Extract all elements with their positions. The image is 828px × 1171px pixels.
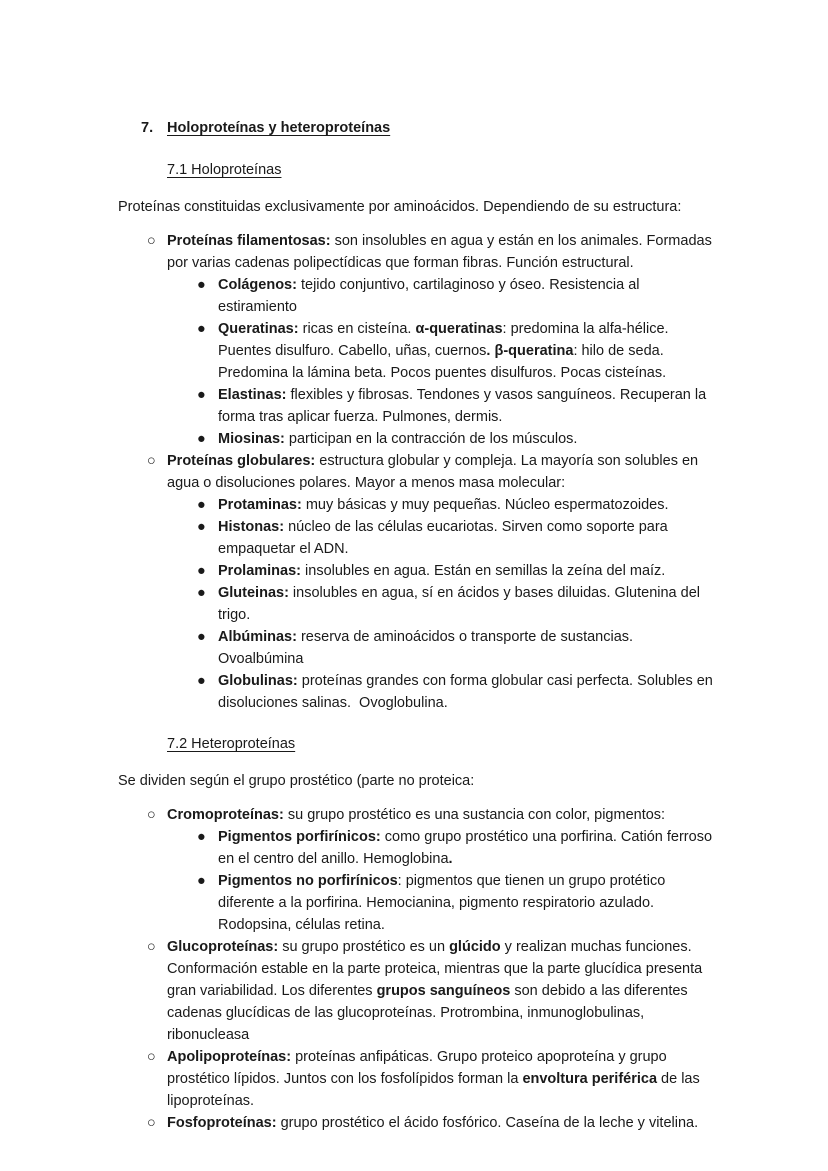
list-item-text: estructura globular y compleja. La mayoría son solubles en agua o disoluciones polares. Mayor a menos masa molecular:: [167, 453, 699, 491]
list-item-term: Gluteinas:: [218, 585, 289, 601]
list-item: [0, 582, 828, 626]
list-item-text: son insolubles en agua y están en los animales. Formadas por varias cadenas polipectídicas que forman fibras. Función estructural.: [167, 233, 712, 271]
list-item-term: Prolaminas:: [218, 563, 301, 579]
list-item-text: flexibles y fibrosas. Tendones y vasos sanguíneos. Recuperan la forma tras aplicar fuerza. Pulmones, dermis.: [218, 387, 707, 425]
disc-marker-icon: ●: [197, 321, 206, 337]
list-item-term: Miosinas:: [218, 431, 285, 447]
list-item-text: reserva de aminoácidos o transporte de sustancias. Ovoalbúmina: [218, 629, 634, 667]
intro-paragraph-heteroproteinas: Se dividen según el grupo prostético (parte no proteica:: [118, 773, 475, 789]
list-item-text-part2: y realizan muchas funciones. Conformación estable en la parte proteica, mientras que la parte glucídica presenta gran variabilidad. Los diferentes: [167, 939, 707, 999]
list-item: [0, 1046, 828, 1112]
disc-marker-icon: ●: [197, 277, 206, 293]
list-item-emphasis-grupos-sanguineos: grupos sanguíneos: [376, 983, 511, 999]
list-item: [0, 870, 828, 936]
list-item-term: Globulinas:: [218, 673, 298, 689]
list-item: [0, 274, 828, 318]
circle-marker-icon: ○: [147, 807, 156, 823]
circle-marker-icon: ○: [147, 233, 156, 249]
list-item: [0, 804, 828, 936]
list-item-text-part1: proteínas anfipáticas. Grupo proteico apoproteína y grupo prostético lípidos. Juntos con los fosfolípidos forman la: [167, 1049, 671, 1087]
list-item: [0, 428, 828, 450]
disc-marker-icon: ●: [197, 629, 206, 645]
list-item-text: pigmentos que tienen un grupo protético diferente a la porfirina. Hemocianina, pigmento respiratorio azulado. Rodopsina, células retina.: [218, 873, 666, 933]
list-item: [0, 494, 828, 516]
list-item-term: Pigmentos porfirínicos:: [218, 829, 381, 845]
proteinas-globulares-sublist: [0, 494, 828, 714]
intro-paragraph-holoproteinas: Proteínas constituidas exclusivamente por aminoácidos. Dependiendo de su estructura:: [118, 199, 682, 215]
disc-marker-icon: ●: [197, 387, 206, 403]
disc-marker-icon: ●: [197, 673, 206, 689]
disc-marker-icon: ●: [197, 563, 206, 579]
list-item-text: muy básicas y muy pequeñas. Núcleo espermatozoides.: [301, 497, 669, 513]
list-item-text-bold-tail: .: [448, 851, 453, 867]
list-item-term: Colágenos:: [218, 277, 297, 293]
list-item-text-part1: su grupo prostético es un: [278, 939, 450, 955]
list-item-term: Queratinas:: [218, 321, 299, 337]
list-item-term: Glucoproteínas:: [167, 939, 279, 955]
circle-marker-icon: ○: [147, 1049, 156, 1065]
list-item-text: grupo prostético el ácido fosfórico. Caseína de la leche y vitelina.: [276, 1115, 699, 1131]
disc-marker-icon: ●: [197, 873, 206, 889]
list-item-text: insolubles en agua, sí en ácidos y bases diluidas. Glutenina del trigo.: [218, 585, 701, 623]
list-item-text: tejido conjuntivo, cartilaginoso y óseo. Resistencia al estiramiento: [218, 277, 640, 315]
list-item: [0, 318, 828, 384]
disc-marker-icon: ●: [197, 585, 206, 601]
list-item-text: proteínas grandes con forma globular casi perfecta. Solubles en disoluciones salinas. Ovoglobulina.: [218, 673, 717, 711]
list-item-text: como grupo prostético una porfirina. Catión ferroso en el centro del anillo. Hemoglobina: [218, 829, 713, 867]
list-item-text: insolubles en agua. Están en semillas la zeína del maíz.: [301, 563, 666, 579]
page-title: Holoproteínas y heteroproteínas: [167, 120, 391, 136]
list-item-text: núcleo de las células eucariotas. Sirven como soporte para empaquetar el ADN.: [218, 519, 668, 557]
circle-marker-icon: ○: [147, 453, 156, 469]
disc-marker-icon: ●: [197, 829, 206, 845]
list-item-term: Histonas:: [218, 519, 285, 535]
subheading-heteroproteinas: 7.2 Heteroproteínas: [167, 736, 296, 752]
disc-marker-icon: ●: [197, 431, 206, 447]
list-item: [0, 626, 828, 670]
subheading-holoproteinas: 7.1 Holoproteínas: [167, 162, 282, 178]
list-item: [0, 516, 828, 560]
list-item: [0, 936, 828, 1046]
list-item: [0, 560, 828, 582]
list-item-term: Proteínas filamentosas:: [167, 233, 331, 249]
list-item-text-queratinas: ricas en cisteína. α-queratinas: predomina la alfa-hélice. Puentes disulfuro. Cabello, uñas, cuernos. β-queratina: hilo de seda. Predomina la lámina beta. Pocos puentes disulfuros. Pocas cisteínas.: [218, 321, 669, 381]
list-item-text: participan en la contracción de los músculos.: [284, 431, 578, 447]
list-item-term: Elastinas:: [218, 387, 287, 403]
disc-marker-icon: ●: [197, 519, 206, 535]
list-item-text-part2: de las lipoproteínas.: [167, 1071, 704, 1109]
circle-marker-icon: ○: [147, 1115, 156, 1131]
section-heading: [0, 0, 828, 138]
list-item-term: Proteínas globulares:: [167, 453, 316, 469]
list-item: [0, 384, 828, 428]
list-item: [0, 230, 828, 450]
list-item-term: Albúminas:: [218, 629, 297, 645]
list-item-term: Fosfoproteínas:: [167, 1115, 277, 1131]
list-item-term: Protaminas:: [218, 497, 302, 513]
holoproteinas-list: [0, 230, 828, 714]
cromoproteinas-sublist: [0, 826, 828, 936]
list-item-emphasis-glucido: glúcido: [449, 939, 501, 955]
list-item: [0, 670, 828, 714]
list-item-term: Cromoproteínas:: [167, 807, 284, 823]
list-item-text-part3: son debido a las diferentes cadenas glucídicas de las glucoproteínas. Protrombina, inmunoglobulinas, ribonucleasa: [167, 983, 692, 1043]
list-item-text: su grupo prostético es una sustancia con color, pigmentos:: [283, 807, 666, 823]
circle-marker-icon: ○: [147, 939, 156, 955]
list-item-emphasis-envoltura: envoltura periférica: [522, 1071, 658, 1087]
section-number: 7.: [141, 120, 154, 136]
list-item: [0, 826, 828, 870]
list-item-term: Pigmentos no porfirínicos: [218, 873, 398, 889]
heteroproteinas-list: [0, 804, 828, 1134]
list-item-term-colon: :: [397, 873, 402, 889]
list-item: [0, 1112, 828, 1134]
list-item: [0, 450, 828, 714]
list-item-term: Apolipoproteínas:: [167, 1049, 292, 1065]
disc-marker-icon: ●: [197, 497, 206, 513]
proteinas-filamentosas-sublist: [0, 274, 828, 450]
